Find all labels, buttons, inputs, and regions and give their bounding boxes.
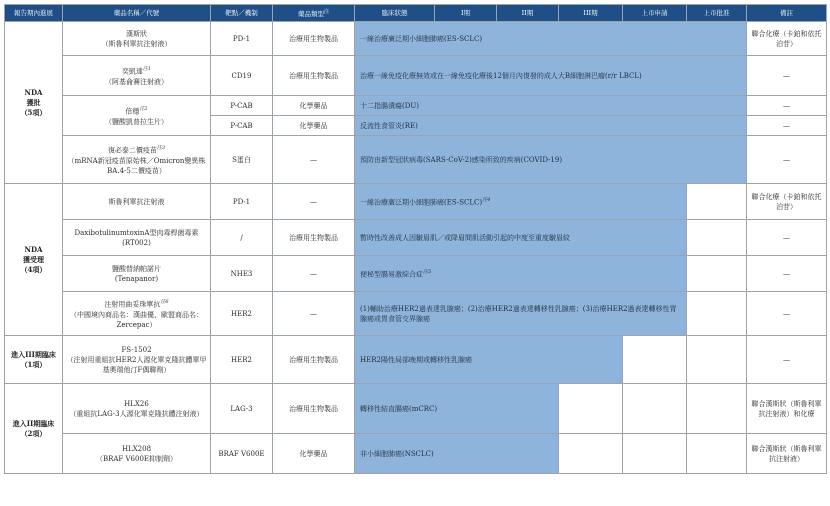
- remark-cell: —: [747, 136, 827, 184]
- drug-name: 奕凱達: [121, 67, 143, 76]
- table-row: [5, 96, 827, 116]
- drug-code: （注射用重組抗HER2人源化單克隆抗體單甲基奧瑞他汀F偶聯劑）: [66, 355, 207, 374]
- drug-code: （重組抗LAG-3人源化單克隆抗體注射液）: [69, 409, 204, 418]
- target-cell: BRAF V600E: [211, 434, 273, 474]
- table-row: [5, 434, 827, 474]
- header-phase2: II期: [497, 5, 559, 22]
- progress-bar: 治療一線免疫化療無效或在一線免疫化療後12個月內復發的成人大B細胞淋巴瘤(r/r LBCL): [355, 56, 747, 96]
- group-title: 進入III期臨床: [11, 349, 56, 359]
- group-title: NDA: [24, 244, 43, 254]
- drug-cell: [63, 184, 211, 220]
- footnote-mark: 注1: [142, 66, 152, 73]
- table-row: [5, 220, 827, 256]
- drug-name: 倍穩: [125, 107, 140, 116]
- drug-name: DaxibotulinumtoxinA型肉毒桿菌毒素: [74, 228, 199, 237]
- indication-text: 一線治療廣泛期小細胞肺癌(ES-SCLC): [360, 198, 483, 207]
- progress-bar: 十二指腸潰瘍(DU): [355, 96, 747, 116]
- remark-cell: —: [747, 256, 827, 292]
- remark-cell: 聯合化療（卡鉑和依托泊苷）: [747, 184, 827, 220]
- drug-name: 注射用曲妥珠單抗: [104, 300, 161, 309]
- remark-cell: —: [747, 96, 827, 116]
- header-type-note: 注: [323, 8, 329, 15]
- footnote-mark: 注5: [423, 269, 432, 276]
- drug-name: HLX208: [121, 444, 152, 453]
- drug-name: FS-1502: [121, 345, 152, 354]
- pipeline-table: [4, 4, 827, 474]
- progress-bar: [355, 184, 687, 220]
- group-nda-accepted: [5, 184, 63, 336]
- target-cell: HER2: [211, 292, 273, 336]
- remark-cell: 聯合化療（卡鉑和依托泊苷）: [747, 22, 827, 56]
- progress-bar: 反流性食管炎(RE): [355, 116, 747, 136]
- empty-stage-cell: [687, 384, 747, 434]
- target-cell: LAG-3: [211, 384, 273, 434]
- drug-cell: [63, 22, 211, 56]
- table-row: [5, 56, 827, 96]
- empty-stage-cell: [623, 384, 687, 434]
- type-cell: 治療用生物製品: [273, 220, 355, 256]
- group-phase2: [5, 384, 63, 474]
- progress-bar: 轉移性結直腸癌(mCRC): [355, 384, 559, 434]
- target-cell: PD-1: [211, 184, 273, 220]
- group-title: 進入II期臨床: [12, 418, 55, 428]
- type-cell: 治療用生物製品: [273, 56, 355, 96]
- drug-code: （斯魯利單抗注射液）: [101, 39, 172, 48]
- drug-cell: [63, 256, 211, 292]
- footnote-mark: 注6: [160, 299, 169, 306]
- group-phase3: [5, 336, 63, 384]
- drug-code: （中國境內商品名：漢曲優、歐盟商品名：Zercepac）: [70, 310, 203, 329]
- drug-cell: [63, 96, 211, 136]
- header-target: 靶點／機制: [211, 5, 273, 22]
- empty-stage-cell: [559, 384, 623, 434]
- progress-bar: 非小細胞肺癌(NSCLC): [355, 434, 559, 474]
- remark-cell: —: [747, 116, 827, 136]
- footnote-mark: 注3: [156, 145, 166, 152]
- table-row: [5, 184, 827, 220]
- remark-cell: —: [747, 292, 827, 336]
- progress-bar: (1)輔助治療HER2過表達乳腺癌；(2)治療HER2過表達轉移性乳腺癌；(3)治療HER2過表達轉移性胃腺癌或胃食管交界腺癌: [355, 292, 687, 336]
- target-cell: HER2: [211, 336, 273, 384]
- target-cell: NHE3: [211, 256, 273, 292]
- table-row: [5, 292, 827, 336]
- header-remark: 備註: [747, 5, 827, 22]
- type-cell: —: [273, 292, 355, 336]
- footnote-mark: 注4: [482, 197, 491, 204]
- group-title: NDA: [24, 87, 43, 97]
- table-row: [5, 22, 827, 56]
- progress-bar: HER2陽性局部晚期或轉移性乳腺癌: [355, 336, 623, 384]
- header-type-label: 藥品類型: [297, 10, 324, 19]
- type-cell: —: [273, 256, 355, 292]
- target-cell: PD-1: [211, 22, 273, 56]
- group-count: （5項）: [20, 107, 47, 117]
- drug-code: （阿基侖賽注射液）: [105, 77, 168, 86]
- drug-cell: [63, 336, 211, 384]
- indication-text: 便秘型腸易激綜合症: [360, 270, 423, 279]
- drug-code: （mRNA新冠疫苗原始株／Omicron變異株BA.4-5二價疫苗）: [67, 156, 206, 175]
- group-subtitle: 獲受理: [23, 254, 44, 264]
- remark-cell: —: [747, 56, 827, 96]
- drug-cell: [63, 56, 211, 96]
- empty-stage-cell: [687, 336, 747, 384]
- group-count: （2項）: [20, 428, 47, 438]
- table-row: [5, 136, 827, 184]
- progress-bar: 暫時性改善成人因皺眉肌／或降眉間肌活動引起的中度至重度皺眉紋: [355, 220, 687, 256]
- drug-name: HLX26: [124, 399, 149, 408]
- footnote-mark: 注2: [139, 106, 148, 113]
- drug-name-line: [66, 64, 207, 76]
- group-nda-approved: [5, 22, 63, 184]
- empty-stage-cell: [623, 434, 687, 474]
- drug-cell: [63, 384, 211, 434]
- target-cell: CD19: [211, 56, 273, 96]
- drug-code: （BRAF V600E抑制劑）: [95, 454, 178, 463]
- progress-bar: 預防由新型冠狀病毒(SARS-CoV-2)感染所致的疾病(COVID-19): [355, 136, 747, 184]
- type-cell: 治療用生物製品: [273, 336, 355, 384]
- drug-cell: [63, 434, 211, 474]
- drug-name-line: [66, 143, 207, 155]
- type-cell: 治療用生物製品: [273, 384, 355, 434]
- drug-code: （鹽酸凱普拉生片）: [105, 117, 168, 126]
- empty-stage-cell: [687, 256, 747, 292]
- type-cell: —: [273, 136, 355, 184]
- table-row: [5, 256, 827, 292]
- drug-cell: [63, 292, 211, 336]
- type-cell: 化學藥品: [273, 96, 355, 116]
- type-cell: 化學藥品: [273, 434, 355, 474]
- remark-cell: 聯合漢斯狀（斯魯利單抗注射液）: [747, 434, 827, 474]
- group-count: （4項）: [20, 264, 47, 274]
- drug-name: 斯魯利單抗注射液: [108, 197, 165, 206]
- group-count: （1項）: [20, 359, 47, 369]
- empty-stage-cell: [687, 220, 747, 256]
- header-drug: 藥品名稱／代號: [63, 5, 211, 22]
- drug-code: (Tenapanor): [114, 274, 159, 283]
- table-row: [5, 384, 827, 434]
- empty-stage-cell: [623, 336, 687, 384]
- drug-cell: [63, 220, 211, 256]
- type-cell: 治療用生物製品: [273, 22, 355, 56]
- remark-cell: —: [747, 336, 827, 384]
- header-phase3: III期: [559, 5, 623, 22]
- target-cell: P-CAB: [211, 96, 273, 116]
- drug-name: 復必泰二價疫苗: [107, 146, 157, 155]
- table-row: [5, 336, 827, 384]
- drug-name: 鹽酸替納帕諾片: [112, 264, 161, 273]
- drug-code: (RT002): [122, 238, 151, 247]
- drug-name-line: [66, 104, 207, 116]
- header-type: [273, 5, 355, 22]
- header-stage: 報告期內進展: [5, 5, 63, 22]
- drug-name: 漢斯狀: [126, 29, 147, 38]
- drug-name-line: [66, 297, 207, 309]
- target-cell: S蛋白: [211, 136, 273, 184]
- table-header-row: [5, 5, 827, 22]
- progress-bar: 一線治療廣泛期小細胞肺癌(ES-SCLC): [355, 22, 747, 56]
- empty-stage-cell: [687, 184, 747, 220]
- drug-cell: [63, 136, 211, 184]
- type-cell: —: [273, 184, 355, 220]
- empty-stage-cell: [687, 434, 747, 474]
- empty-stage-cell: [559, 434, 623, 474]
- header-phase1: I期: [435, 5, 497, 22]
- remark-cell: —: [747, 220, 827, 256]
- header-filing: 上市申請: [623, 5, 687, 22]
- progress-bar: [355, 256, 687, 292]
- type-cell: 化學藥品: [273, 116, 355, 136]
- target-cell: /: [211, 220, 273, 256]
- header-approval: 上市批准: [687, 5, 747, 22]
- group-subtitle: 獲批: [26, 97, 41, 107]
- header-indication: 臨床狀態: [355, 5, 435, 22]
- empty-stage-cell: [687, 292, 747, 336]
- remark-cell: 聯合漢斯狀（斯魯利單抗注射液）和化療: [747, 384, 827, 434]
- target-cell: P-CAB: [211, 116, 273, 136]
